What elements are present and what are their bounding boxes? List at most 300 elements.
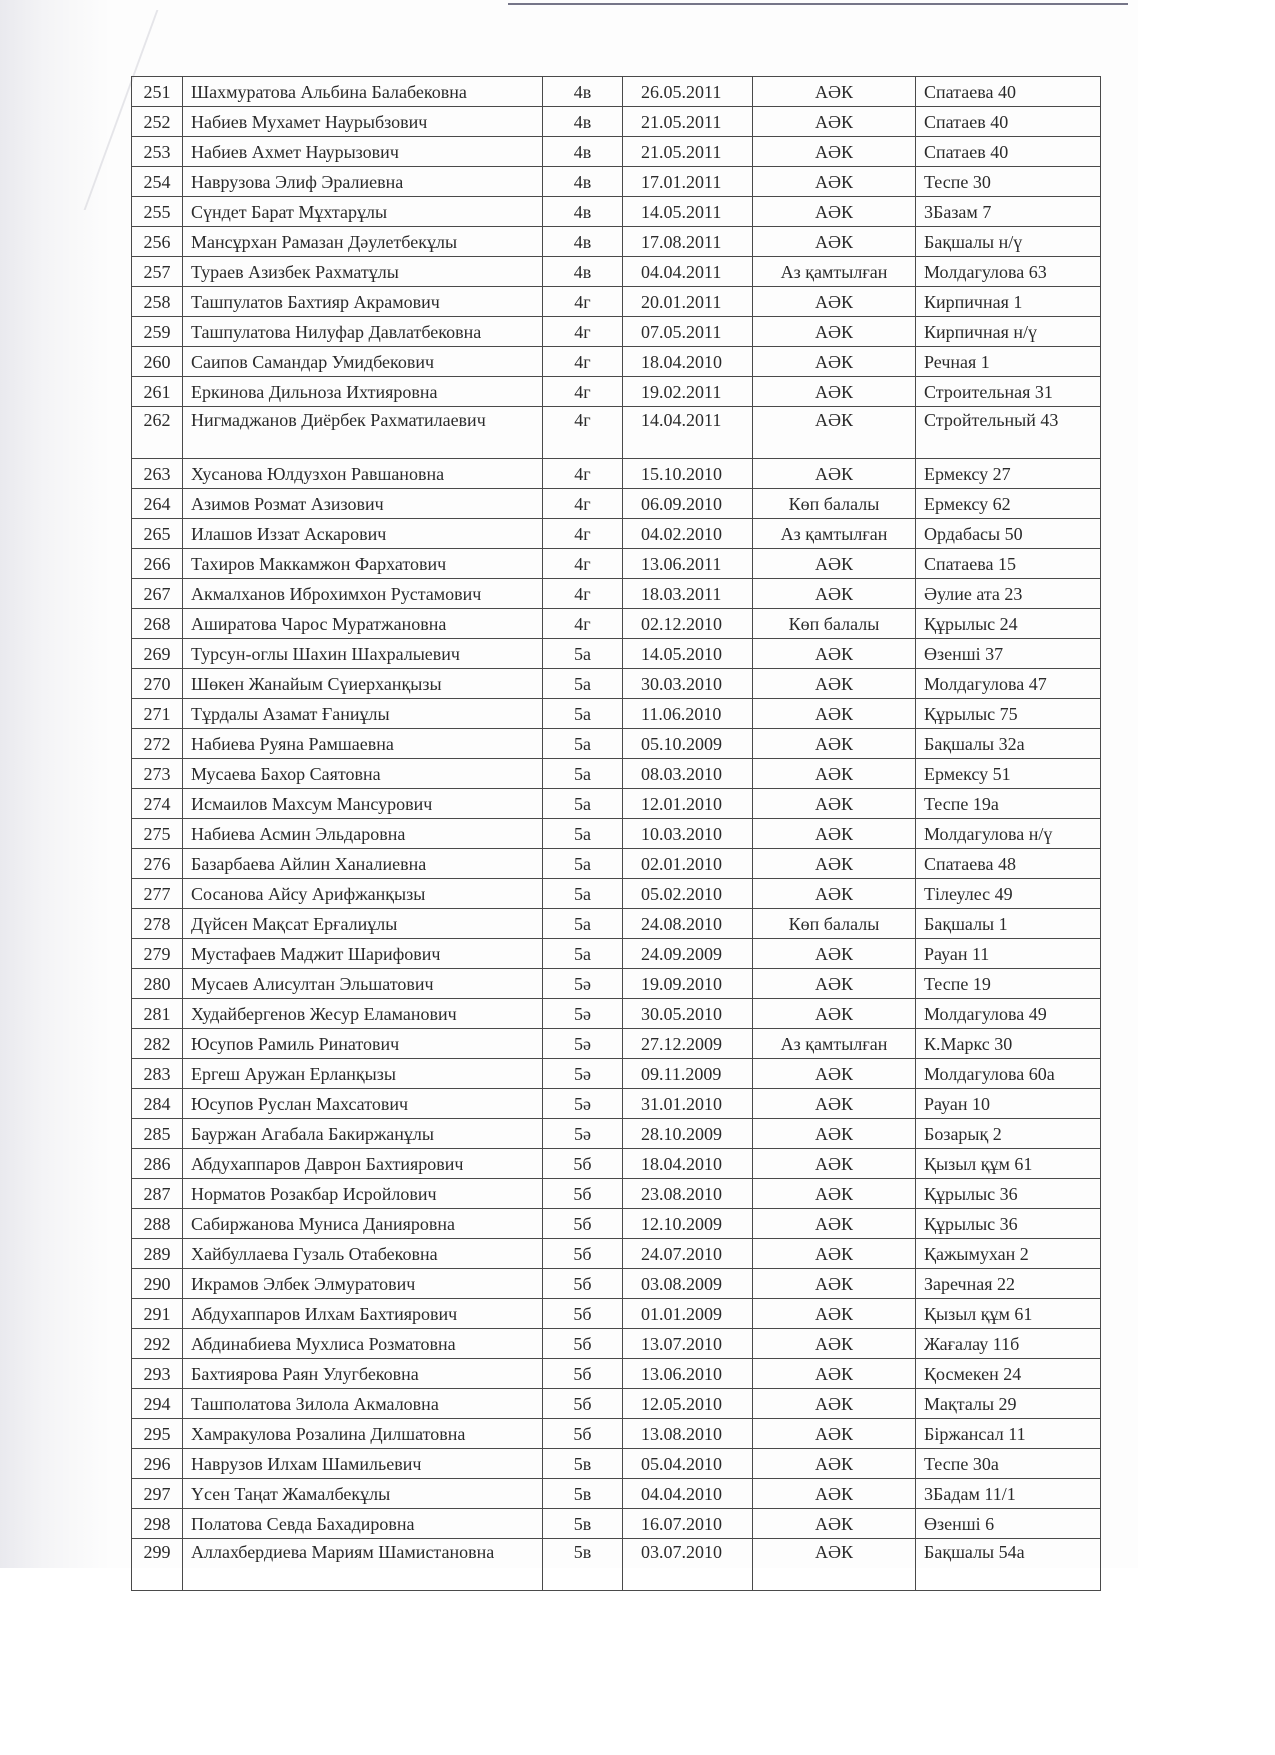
class-cell: 4в	[543, 77, 623, 107]
table-row	[132, 1299, 1101, 1329]
table-row	[132, 1359, 1101, 1389]
birth-date-cell: 26.05.2011	[623, 77, 753, 107]
row-number-cell: 267	[132, 579, 183, 609]
student-name-cell: Аллахбердиева Мариям Шамистановна	[183, 1539, 543, 1591]
table-row	[132, 107, 1101, 137]
category-cell: Аз қамтылған	[753, 257, 916, 287]
class-cell: 4г	[543, 459, 623, 489]
table-row	[132, 609, 1101, 639]
address-cell: Спатаев 40	[916, 107, 1101, 137]
address-cell: Бақшалы н/ү	[916, 227, 1101, 257]
class-cell: 5б	[543, 1329, 623, 1359]
class-cell: 4г	[543, 579, 623, 609]
table-row	[132, 317, 1101, 347]
category-cell: АӘК	[753, 1449, 916, 1479]
address-cell: Біржансал 11	[916, 1419, 1101, 1449]
birth-date-cell: 31.01.2010	[623, 1089, 753, 1119]
birth-date-cell: 23.08.2010	[623, 1179, 753, 1209]
student-name-cell: Юсупов Рамиль Ринатович	[183, 1029, 543, 1059]
row-number-cell: 251	[132, 77, 183, 107]
category-cell: АӘК	[753, 1119, 916, 1149]
class-cell: 5а	[543, 939, 623, 969]
class-cell: 5в	[543, 1509, 623, 1539]
category-cell: Көп балалы	[753, 609, 916, 639]
category-cell: АӘК	[753, 549, 916, 579]
row-number-cell: 288	[132, 1209, 183, 1239]
table-row	[132, 137, 1101, 167]
class-cell: 4г	[543, 609, 623, 639]
row-number-cell: 283	[132, 1059, 183, 1089]
address-cell: Ермексу 27	[916, 459, 1101, 489]
row-number-cell: 269	[132, 639, 183, 669]
address-cell: Стройтельный 43	[916, 407, 1101, 459]
student-name-cell: Тураев Азизбек Рахматұлы	[183, 257, 543, 287]
birth-date-cell: 07.05.2011	[623, 317, 753, 347]
row-number-cell: 279	[132, 939, 183, 969]
address-cell: Молдагулова 49	[916, 999, 1101, 1029]
student-name-cell: Ташпулатов Бахтияр Акрамович	[183, 287, 543, 317]
address-cell: Ермексу 51	[916, 759, 1101, 789]
table-row	[132, 257, 1101, 287]
birth-date-cell: 13.06.2010	[623, 1359, 753, 1389]
student-name-cell: Акмалханов Иброхимхон Рустамович	[183, 579, 543, 609]
class-cell: 5а	[543, 639, 623, 669]
birth-date-cell: 01.01.2009	[623, 1299, 753, 1329]
birth-date-cell: 08.03.2010	[623, 759, 753, 789]
table-row	[132, 1149, 1101, 1179]
row-number-cell: 298	[132, 1509, 183, 1539]
birth-date-cell: 03.07.2010	[623, 1539, 753, 1591]
table-row	[132, 197, 1101, 227]
birth-date-cell: 24.08.2010	[623, 909, 753, 939]
student-name-cell: Нигмаджанов Диёрбек Рахматилаевич	[183, 407, 543, 459]
student-name-cell: Шахмуратова Альбина Балабековна	[183, 77, 543, 107]
address-cell: Кирпичная 1	[916, 287, 1101, 317]
address-cell: Бақшалы 32а	[916, 729, 1101, 759]
student-name-cell: Тұрдалы Азамат Ғаниұлы	[183, 699, 543, 729]
category-cell: АӘК	[753, 459, 916, 489]
row-number-cell: 290	[132, 1269, 183, 1299]
birth-date-cell: 06.09.2010	[623, 489, 753, 519]
student-name-cell: Мусаев Алисултан Эльшатович	[183, 969, 543, 999]
category-cell: АӘК	[753, 1299, 916, 1329]
table-row	[132, 1179, 1101, 1209]
category-cell: АӘК	[753, 999, 916, 1029]
address-cell: Спатаева 40	[916, 77, 1101, 107]
address-cell: Жағалау 11б	[916, 1329, 1101, 1359]
birth-date-cell: 17.08.2011	[623, 227, 753, 257]
row-number-cell: 260	[132, 347, 183, 377]
category-cell: АӘК	[753, 969, 916, 999]
table-row	[132, 1509, 1101, 1539]
table-row	[132, 1119, 1101, 1149]
category-cell: АӘК	[753, 1269, 916, 1299]
row-number-cell: 273	[132, 759, 183, 789]
birth-date-cell: 14.05.2010	[623, 639, 753, 669]
row-number-cell: 280	[132, 969, 183, 999]
category-cell: АӘК	[753, 1419, 916, 1449]
category-cell: АӘК	[753, 1509, 916, 1539]
birth-date-cell: 12.01.2010	[623, 789, 753, 819]
address-cell: Заречная 22	[916, 1269, 1101, 1299]
table-row	[132, 1269, 1101, 1299]
birth-date-cell: 04.04.2011	[623, 257, 753, 287]
category-cell: АӘК	[753, 1089, 916, 1119]
birth-date-cell: 03.08.2009	[623, 1269, 753, 1299]
address-cell: Спатаев 40	[916, 137, 1101, 167]
class-cell: 5в	[543, 1449, 623, 1479]
row-number-cell: 294	[132, 1389, 183, 1419]
birth-date-cell: 04.02.2010	[623, 519, 753, 549]
row-number-cell: 270	[132, 669, 183, 699]
row-number-cell: 296	[132, 1449, 183, 1479]
student-name-cell: Шөкен Жанайым Сүиерханқызы	[183, 669, 543, 699]
student-name-cell: Хайбуллаева Гузаль Отабековна	[183, 1239, 543, 1269]
row-number-cell: 295	[132, 1419, 183, 1449]
class-cell: 5ә	[543, 969, 623, 999]
row-number-cell: 281	[132, 999, 183, 1029]
address-cell: Теспе 30	[916, 167, 1101, 197]
class-cell: 5в	[543, 1539, 623, 1591]
category-cell: АӘК	[753, 227, 916, 257]
class-cell: 5б	[543, 1359, 623, 1389]
table-row	[132, 579, 1101, 609]
student-name-cell: Бауржан Агабала Бакиржанұлы	[183, 1119, 543, 1149]
category-cell: АӘК	[753, 1239, 916, 1269]
row-number-cell: 287	[132, 1179, 183, 1209]
category-cell: АӘК	[753, 819, 916, 849]
student-name-cell: Үсен Таңат Жамалбекұлы	[183, 1479, 543, 1509]
category-cell: АӘК	[753, 77, 916, 107]
address-cell: Ермексу 62	[916, 489, 1101, 519]
table-row	[132, 999, 1101, 1029]
address-cell: Тілеулес 49	[916, 879, 1101, 909]
address-cell: Спатаева 48	[916, 849, 1101, 879]
student-name-cell: Худайбергенов Жесур Еламанович	[183, 999, 543, 1029]
student-name-cell: Юсупов Руслан Махсатович	[183, 1089, 543, 1119]
table-row	[132, 699, 1101, 729]
student-name-cell: Хусанова Юлдузхон Равшановна	[183, 459, 543, 489]
birth-date-cell: 19.02.2011	[623, 377, 753, 407]
category-cell: Көп балалы	[753, 909, 916, 939]
row-number-cell: 272	[132, 729, 183, 759]
student-name-cell: Дүйсен Мақсат Ерғалиұлы	[183, 909, 543, 939]
table-row	[132, 1389, 1101, 1419]
category-cell: АӘК	[753, 167, 916, 197]
birth-date-cell: 02.12.2010	[623, 609, 753, 639]
row-number-cell: 255	[132, 197, 183, 227]
student-name-cell: Сабиржанова Муниса Данияровна	[183, 1209, 543, 1239]
address-cell: Рауан 11	[916, 939, 1101, 969]
category-cell: АӘК	[753, 1179, 916, 1209]
category-cell: АӘК	[753, 377, 916, 407]
table-row	[132, 909, 1101, 939]
table-row	[132, 549, 1101, 579]
category-cell: АӘК	[753, 759, 916, 789]
scan-top-edge-line	[508, 3, 1128, 5]
birth-date-cell: 13.08.2010	[623, 1419, 753, 1449]
student-name-cell: Ташпулатова Нилуфар Давлатбековна	[183, 317, 543, 347]
category-cell: АӘК	[753, 699, 916, 729]
category-cell: Аз қамтылған	[753, 1029, 916, 1059]
birth-date-cell: 12.10.2009	[623, 1209, 753, 1239]
row-number-cell: 286	[132, 1149, 183, 1179]
table-row	[132, 167, 1101, 197]
table-row	[132, 459, 1101, 489]
birth-date-cell: 24.09.2009	[623, 939, 753, 969]
category-cell: АӘК	[753, 287, 916, 317]
address-cell: Өзенші 37	[916, 639, 1101, 669]
birth-date-cell: 04.04.2010	[623, 1479, 753, 1509]
birth-date-cell: 14.05.2011	[623, 197, 753, 227]
class-cell: 4г	[543, 519, 623, 549]
row-number-cell: 289	[132, 1239, 183, 1269]
table-row	[132, 939, 1101, 969]
birth-date-cell: 18.03.2011	[623, 579, 753, 609]
class-cell: 4г	[543, 317, 623, 347]
class-cell: 5б	[543, 1419, 623, 1449]
student-name-cell: Абдухаппаров Илхам Бахтиярович	[183, 1299, 543, 1329]
category-cell: Көп балалы	[753, 489, 916, 519]
class-cell: 5ә	[543, 1029, 623, 1059]
table-row	[132, 347, 1101, 377]
address-cell: Әулие ата 23	[916, 579, 1101, 609]
student-name-cell: Наврузов Илхам Шамильевич	[183, 1449, 543, 1479]
birth-date-cell: 10.03.2010	[623, 819, 753, 849]
class-cell: 4г	[543, 377, 623, 407]
row-number-cell: 292	[132, 1329, 183, 1359]
student-name-cell: Бахтиярова Раян Улугбековна	[183, 1359, 543, 1389]
address-cell: Қосмекен 24	[916, 1359, 1101, 1389]
class-cell: 5б	[543, 1239, 623, 1269]
student-name-cell: Абдухаппаров Даврон Бахтиярович	[183, 1149, 543, 1179]
student-name-cell: Норматов Розакбар Исройлович	[183, 1179, 543, 1209]
category-cell: АӘК	[753, 579, 916, 609]
row-number-cell: 271	[132, 699, 183, 729]
row-number-cell: 268	[132, 609, 183, 639]
class-cell: 4г	[543, 407, 623, 459]
table-row	[132, 849, 1101, 879]
student-roster-body	[132, 77, 1101, 1591]
row-number-cell: 291	[132, 1299, 183, 1329]
category-cell: АӘК	[753, 1539, 916, 1591]
row-number-cell: 259	[132, 317, 183, 347]
category-cell: АӘК	[753, 107, 916, 137]
student-name-cell: Набиев Ахмет Наурызович	[183, 137, 543, 167]
class-cell: 5ә	[543, 1119, 623, 1149]
address-cell: Мақталы 29	[916, 1389, 1101, 1419]
class-cell: 5а	[543, 909, 623, 939]
address-cell: Теспе 19	[916, 969, 1101, 999]
student-name-cell: Базарбаева Айлин Ханалиевна	[183, 849, 543, 879]
table-row	[132, 489, 1101, 519]
address-cell: 3Бадам 11/1	[916, 1479, 1101, 1509]
address-cell: Молдагулова 47	[916, 669, 1101, 699]
category-cell: АӘК	[753, 347, 916, 377]
address-cell: Бақшалы 54а	[916, 1539, 1101, 1591]
category-cell: АӘК	[753, 1209, 916, 1239]
category-cell: АӘК	[753, 197, 916, 227]
class-cell: 4г	[543, 489, 623, 519]
table-row	[132, 1089, 1101, 1119]
class-cell: 5а	[543, 759, 623, 789]
row-number-cell: 293	[132, 1359, 183, 1389]
birth-date-cell: 30.05.2010	[623, 999, 753, 1029]
address-cell: Теспе 30а	[916, 1449, 1101, 1479]
student-name-cell: Сүндет Барат Мұхтарұлы	[183, 197, 543, 227]
table-row	[132, 1239, 1101, 1269]
student-name-cell: Набиев Мухамет Наурыбзович	[183, 107, 543, 137]
student-name-cell: Еркинова Дильноза Ихтияровна	[183, 377, 543, 407]
class-cell: 5в	[543, 1479, 623, 1509]
birth-date-cell: 13.06.2011	[623, 549, 753, 579]
birth-date-cell: 05.04.2010	[623, 1449, 753, 1479]
table-row	[132, 1449, 1101, 1479]
student-name-cell: Мусаева Бахор Саятовна	[183, 759, 543, 789]
birth-date-cell: 19.09.2010	[623, 969, 753, 999]
address-cell: 3Базам 7	[916, 197, 1101, 227]
address-cell: Молдагулова 60а	[916, 1059, 1101, 1089]
category-cell: АӘК	[753, 1389, 916, 1419]
address-cell: Рауан 10	[916, 1089, 1101, 1119]
row-number-cell: 258	[132, 287, 183, 317]
table-row	[132, 287, 1101, 317]
row-number-cell: 276	[132, 849, 183, 879]
class-cell: 5а	[543, 669, 623, 699]
table-row	[132, 1419, 1101, 1449]
class-cell: 4в	[543, 257, 623, 287]
class-cell: 5б	[543, 1269, 623, 1299]
address-cell: Бақшалы 1	[916, 909, 1101, 939]
row-number-cell: 253	[132, 137, 183, 167]
class-cell: 5а	[543, 879, 623, 909]
table-row	[132, 1479, 1101, 1509]
address-cell: Строительная 31	[916, 377, 1101, 407]
birth-date-cell: 09.11.2009	[623, 1059, 753, 1089]
row-number-cell: 297	[132, 1479, 183, 1509]
row-number-cell: 263	[132, 459, 183, 489]
class-cell: 5б	[543, 1209, 623, 1239]
address-cell: Құрылыс 36	[916, 1209, 1101, 1239]
row-number-cell: 284	[132, 1089, 183, 1119]
class-cell: 5б	[543, 1179, 623, 1209]
category-cell: АӘК	[753, 407, 916, 459]
birth-date-cell: 28.10.2009	[623, 1119, 753, 1149]
table-row	[132, 1329, 1101, 1359]
student-name-cell: Ергеш Аружан Ерланқызы	[183, 1059, 543, 1089]
table-row	[132, 639, 1101, 669]
category-cell: АӘК	[753, 879, 916, 909]
row-number-cell: 261	[132, 377, 183, 407]
student-name-cell: Турсун-оглы Шахин Шахралыевич	[183, 639, 543, 669]
class-cell: 5ә	[543, 999, 623, 1029]
category-cell: АӘК	[753, 1149, 916, 1179]
student-name-cell: Набиева Асмин Эльдаровна	[183, 819, 543, 849]
student-name-cell: Тахиров Маккамжон Фархатович	[183, 549, 543, 579]
scan-shadow-left	[0, 0, 110, 1568]
category-cell: АӘК	[753, 789, 916, 819]
class-cell: 5а	[543, 789, 623, 819]
birth-date-cell: 14.04.2011	[623, 407, 753, 459]
table-row	[132, 789, 1101, 819]
birth-date-cell: 16.07.2010	[623, 1509, 753, 1539]
category-cell: АӘК	[753, 939, 916, 969]
category-cell: АӘК	[753, 729, 916, 759]
table-row	[132, 519, 1101, 549]
row-number-cell: 264	[132, 489, 183, 519]
student-name-cell: Наврузова Элиф Эралиевна	[183, 167, 543, 197]
table-row	[132, 1029, 1101, 1059]
table-row	[132, 77, 1101, 107]
category-cell: АӘК	[753, 1059, 916, 1089]
table-row	[132, 729, 1101, 759]
birth-date-cell: 15.10.2010	[623, 459, 753, 489]
birth-date-cell: 24.07.2010	[623, 1239, 753, 1269]
table-row	[132, 879, 1101, 909]
table-row	[132, 407, 1101, 459]
student-name-cell: Икрамов Элбек Элмуратович	[183, 1269, 543, 1299]
birth-date-cell: 17.01.2011	[623, 167, 753, 197]
address-cell: Қызыл құм 61	[916, 1149, 1101, 1179]
category-cell: АӘК	[753, 849, 916, 879]
address-cell: Молдагулова 63	[916, 257, 1101, 287]
student-name-cell: Сосанова Айсу Арифжанқызы	[183, 879, 543, 909]
birth-date-cell: 05.02.2010	[623, 879, 753, 909]
row-number-cell: 265	[132, 519, 183, 549]
category-cell: АӘК	[753, 669, 916, 699]
student-name-cell: Саипов Самандар Умидбекович	[183, 347, 543, 377]
class-cell: 5б	[543, 1389, 623, 1419]
class-cell: 4в	[543, 167, 623, 197]
class-cell: 5б	[543, 1299, 623, 1329]
row-number-cell: 252	[132, 107, 183, 137]
birth-date-cell: 27.12.2009	[623, 1029, 753, 1059]
birth-date-cell: 21.05.2011	[623, 107, 753, 137]
birth-date-cell: 30.03.2010	[623, 669, 753, 699]
table-row	[132, 969, 1101, 999]
address-cell: Теспе 19а	[916, 789, 1101, 819]
class-cell: 5а	[543, 699, 623, 729]
student-name-cell: Ашират​ова Чарос Муратжановна	[183, 609, 543, 639]
birth-date-cell: 13.07.2010	[623, 1329, 753, 1359]
table-row	[132, 1059, 1101, 1089]
birth-date-cell: 02.01.2010	[623, 849, 753, 879]
row-number-cell: 275	[132, 819, 183, 849]
class-cell: 4в	[543, 197, 623, 227]
student-name-cell: Набиева Руяна Рамшаевна	[183, 729, 543, 759]
class-cell: 4в	[543, 227, 623, 257]
address-cell: Құрылыс 36	[916, 1179, 1101, 1209]
table-row	[132, 819, 1101, 849]
address-cell: Кирпичная н/ү	[916, 317, 1101, 347]
student-name-cell: Абдинабиева Мухлиса Розматовна	[183, 1329, 543, 1359]
category-cell: АӘК	[753, 1359, 916, 1389]
birth-date-cell: 12.05.2010	[623, 1389, 753, 1419]
birth-date-cell: 21.05.2011	[623, 137, 753, 167]
table-row	[132, 1539, 1101, 1591]
student-name-cell: Азимов Розмат Азизович	[183, 489, 543, 519]
row-number-cell: 262	[132, 407, 183, 459]
category-cell: АӘК	[753, 1329, 916, 1359]
student-name-cell: Полатова Севда Бахадировна	[183, 1509, 543, 1539]
category-cell: АӘК	[753, 137, 916, 167]
class-cell: 4г	[543, 287, 623, 317]
table-row	[132, 377, 1101, 407]
row-number-cell: 274	[132, 789, 183, 819]
class-cell: 4в	[543, 137, 623, 167]
row-number-cell: 277	[132, 879, 183, 909]
category-cell: АӘК	[753, 1479, 916, 1509]
